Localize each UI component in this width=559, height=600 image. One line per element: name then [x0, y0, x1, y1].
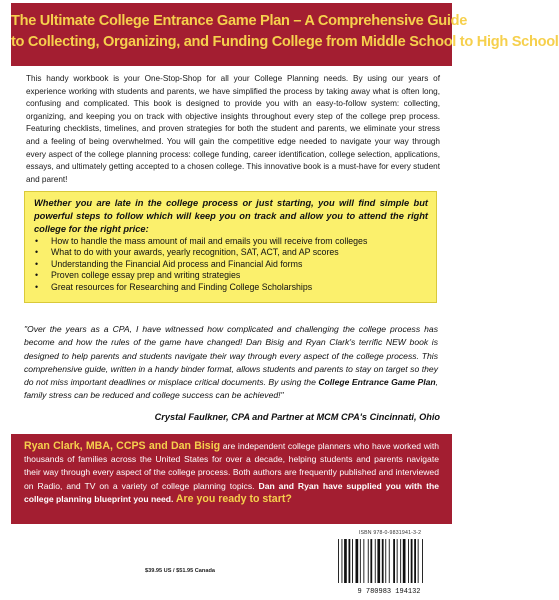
bullet-text: What to do with your awards, yearly recognition, SAT, ACT, and AP scores [51, 247, 339, 258]
barcode-bar [382, 539, 384, 583]
bullet-icon: • [35, 270, 39, 281]
quote-book-title: College Entrance Game Plan [318, 377, 436, 388]
barcode-bar [363, 539, 364, 583]
testimonial-quote [24, 323, 438, 403]
barcode-bar [356, 539, 359, 583]
barcode-bar [360, 539, 361, 583]
barcode-bar [352, 539, 353, 583]
barcode-bar [344, 539, 347, 583]
barcode-bar [397, 539, 398, 583]
bullet-text: Great resources for Researching and Finding College Scholarships [51, 281, 313, 292]
barcode-bar [370, 539, 372, 583]
bullet-list [35, 236, 430, 293]
bullet-icon: • [35, 247, 39, 258]
callout-box [24, 191, 437, 303]
barcode-bar [408, 539, 409, 583]
price-label: $39.95 US / $51.95 Canada [145, 568, 215, 574]
list-item [35, 236, 430, 247]
author-closing: Dan and Ryan have supplied you with the college planning blueprint you need. [24, 480, 439, 504]
isbn-label: ISBN 978-0-9831941-3-2 [358, 530, 422, 536]
bullet-text: Proven college essay prep and writing strategies [51, 270, 241, 281]
barcode-bar [342, 539, 343, 583]
bullet-text: How to handle the mass amount of mail and emails you will receive from colleges [51, 236, 368, 246]
barcode-bar [414, 539, 416, 583]
barcode-bar [411, 539, 413, 583]
quote-author: Crystal Faulkner, CPA and Partner at MCM CPA's Cincinnati, Ohio [154, 412, 440, 422]
barcode-bar [400, 539, 401, 583]
author-question: Are you ready to start? [175, 492, 292, 505]
barcode-bar [418, 539, 419, 583]
barcode-bar [338, 539, 339, 583]
barcode-bar [393, 539, 395, 583]
barcode-bar [349, 539, 351, 583]
list-item [35, 270, 430, 281]
barcode-bar [375, 539, 376, 583]
author-bio: are independent college planners who have worked with thousands of families across the United States for over a decade, helping students and parents navigate their way through every aspect of the college process. Both authors are frequently published and interviewed on Radio, and TV on a variety of college planning topics. [24, 441, 439, 491]
author-band [11, 434, 452, 524]
author-names: Ryan Clark, MBA, CCPS and Dan Bisig [24, 440, 221, 452]
quote-text-end: , family stress can be reduced and college success can be achieved!" [24, 377, 439, 401]
title-line-1: The Ultimate College Entrance Game Plan – A Comprehensive Guide [11, 13, 468, 29]
callout-lead: Whether you are late in the college process or just starting, you will find simple but powerful steps to follow which will keep you on track and allow you to attend the right college for the right price: [34, 198, 428, 234]
list-item [35, 247, 430, 258]
barcode-image [330, 537, 448, 595]
barcode-bar [403, 539, 406, 583]
list-item [35, 282, 430, 293]
bullet-icon: • [35, 281, 39, 292]
list-item [35, 259, 430, 270]
barcode-bar [389, 539, 390, 583]
title-line-2: to Collecting, Organizing, and Funding College from Middle School to High School [11, 34, 559, 50]
barcode-bar [377, 539, 380, 583]
title-band [11, 3, 559, 66]
barcode-bar [385, 539, 386, 583]
bullet-text: Understanding the Financial Aid process and Financial Aid forms [51, 258, 303, 269]
barcode-bar [422, 539, 423, 583]
intro-paragraph: This handy workbook is your One-Stop-Shop for all your College Planning needs. By using our years of experience working with students and parents, we have simplified the process by taking away what is often long, confusing and complicated. This book is designed to provide you with an easy-to-follow system: collecting, organizing, and keeping you on track with objective insights throughout every step of the college prep process. Featuring checklists, timelines, and proven strategies for both the student and parents, we eliminate your stress and a feeling of being overwhelmed. You will gain the competitive edge needed to navigate your way through every aspect of the college planning process: college funding, career identification, college selection, applications, essays, and ultimately getting accepted to a chosen college. This innovative book is a must-have for every student and parent! [26, 74, 440, 184]
bullet-icon: • [35, 236, 39, 246]
quote-text-start: "Over the years as a CPA, I have witnessed how complicated and challenging the college process has become and how the rules of the game have changed! Dan Bisig and Ryan Clark's terrific NEW book is designed to help parents and students navigate their way through every aspect of the college process. This comprehensive guide, written in a handy binder format, allows students and parents to stay on target so they do not miss important deadlines or misplace critical documents. By using the [24, 324, 438, 388]
barcode-bar [368, 539, 369, 583]
bullet-icon: • [35, 258, 39, 269]
barcode-digits: 9 780983 194132 [357, 588, 421, 596]
barcode-bars [338, 539, 423, 583]
